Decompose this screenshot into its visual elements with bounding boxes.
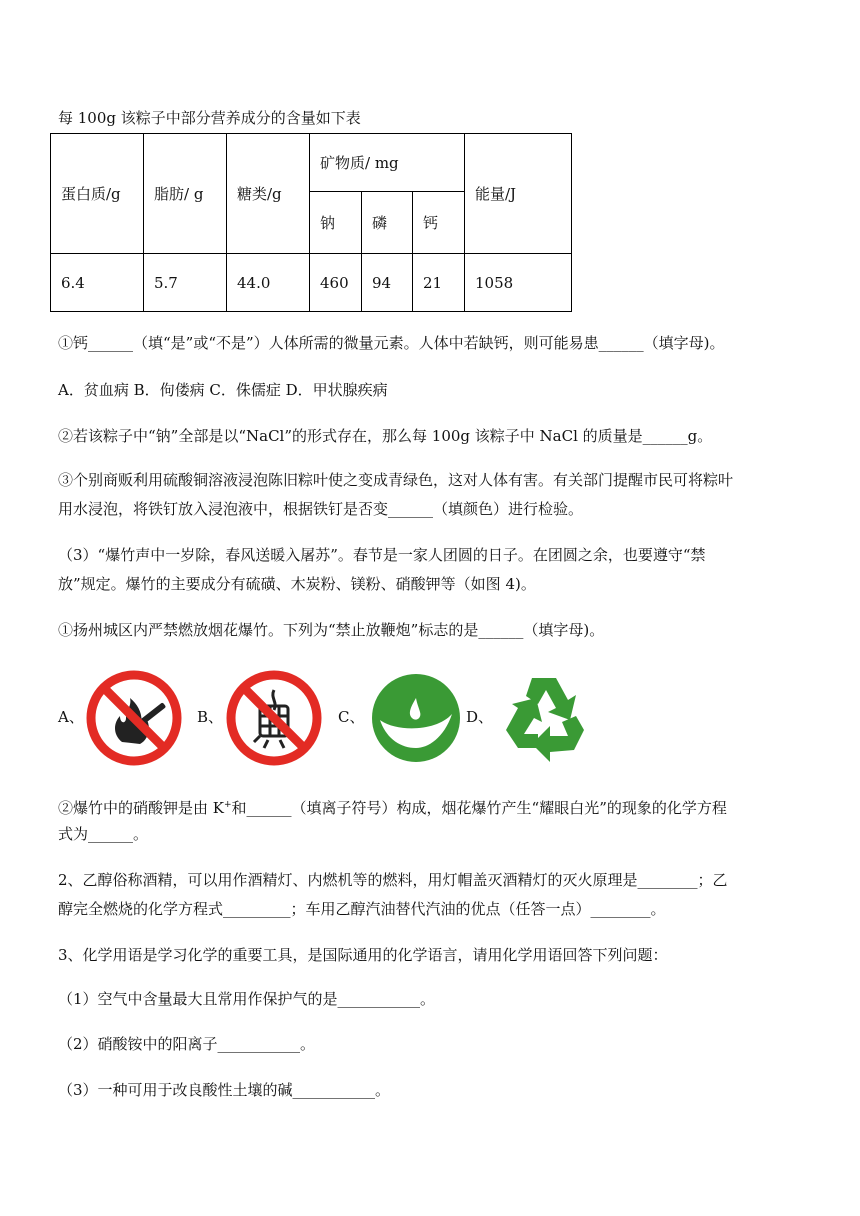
recycle-icon [494,668,594,768]
value-protein: 6.4 [51,254,144,312]
list-item: （1）空气中含量最大且常用作保护气的是___________。 [58,990,436,1008]
no-fire-icon [84,668,184,768]
water-saving-icon [366,668,466,768]
option-b-label: B、 [197,708,224,726]
question-nacl: ②若该粽子中“钠”全部是以“NaCl”的形式存在，那么每 100g 该粽子中 NaCl 的质量是______g。 [58,427,713,445]
header-energy: 能量/J [465,134,572,254]
table-row [51,254,572,312]
value-sugar: 44.0 [227,254,310,312]
header-fat: 脂肪/ g [144,134,227,254]
no-firecrackers-icon [224,668,324,768]
paragraph-firecracker-line1: （3）“爆竹声中一岁除，春风送暖入屠苏”。春节是一家人团圆的日子。在团圆之余，也要遵守“禁 [58,546,706,564]
header-protein: 蛋白质/g [51,134,144,254]
value-calcium: 21 [413,254,465,312]
list-item: （2）硝酸铵中的阳离子___________。 [58,1035,316,1053]
sign-options [58,668,598,768]
header-sodium: 钠 [310,192,362,254]
question-potassium-nitrate-line2: 式为______。 [58,825,149,843]
option-a-label: A、 [58,708,84,726]
header-phosphorus: 磷 [362,192,413,254]
question-chemical-terms: 3、化学用语是学习化学的重要工具，是国际通用的化学语言，请用化学用语回答下列问题： [58,946,668,964]
header-minerals: 矿物质/ mg [310,134,465,192]
header-sugar: 糖类/g [227,134,310,254]
header-calcium: 钙 [413,192,465,254]
value-energy: 1058 [465,254,572,312]
question-copper-line1: ③个别商贩利用硫酸铜溶液浸泡陈旧粽叶使之变成青绿色，这对人体有害。有关部门提醒市民可将粽叶 [58,471,734,489]
value-fat: 5.7 [144,254,227,312]
question-sign: ①扬州城区内严禁燃放烟花爆竹。下列为“禁止放鞭炮”标志的是______（填字母)。 [58,621,605,639]
nutrition-table [50,133,572,312]
question-ethanol-line2: 醇完全燃烧的化学方程式_________；车用乙醇汽油替代汽油的优点（任答一点）________。 [58,900,666,918]
value-phosphorus: 94 [362,254,413,312]
question-options: A．贫血病 B．佝偻病 C．侏儒症 D．甲状腺疾病 [58,381,388,399]
question-potassium-nitrate-line1: ②爆竹中的硝酸钾是由 K+和______（填离子符号）构成，烟花爆竹产生“耀眼白光”的现象的化学方程 [58,799,727,817]
question-calcium: ①钙______（填“是”或“不是”）人体所需的微量元素。人体中若缺钙，则可能易患______（填字母)。 [58,334,725,352]
option-c-label: C、 [338,708,365,726]
question-ethanol-line1: 2、乙醇俗称酒精，可以用作酒精灯、内燃机等的燃料，用灯帽盖灭酒精灯的灭火原理是________；乙 [58,871,728,889]
question-copper-line2: 用水浸泡，将铁钉放入浸泡液中，根据铁钉是否变______（填颜色）进行检验。 [58,500,584,518]
paragraph-firecracker-line2: 放”规定。爆竹的主要成分有硫磺、木炭粉、镁粉、硝酸钾等（如图 4)。 [58,575,536,593]
option-d-label: D、 [466,708,494,726]
table-caption: 每 100g 该粽子中部分营养成分的含量如下表 [58,109,361,127]
list-item: （3）一种可用于改良酸性土壤的碱___________。 [58,1081,391,1099]
value-sodium: 460 [310,254,362,312]
